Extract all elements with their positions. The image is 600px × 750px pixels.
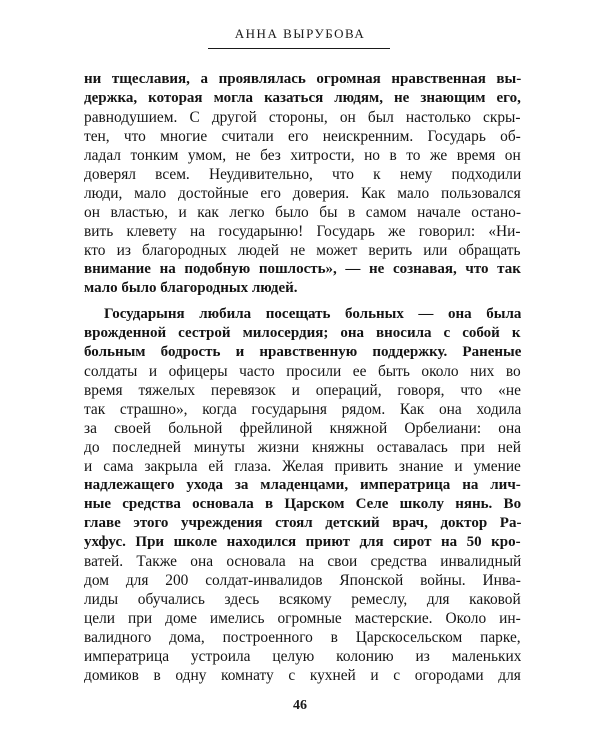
page-number: 46	[293, 698, 307, 713]
text-line: надлежащего ухода за младенцами, императрица на лич-	[84, 477, 521, 493]
text-line: люди, мало достойные его доверия. Как мало пользовался	[84, 185, 521, 202]
text-line: больным бодрость и нравственную поддержку. Раненые	[84, 344, 521, 360]
text-line: кто из благородных людей не может верить или обращать	[84, 242, 521, 259]
running-header: АННА ВЫРУБОВА	[234, 26, 366, 41]
text-line: ватей. Также она основала на свои средства инвалидный	[84, 553, 521, 570]
text-line: дом для 200 солдат-инвалидов Японской войны. Инва-	[84, 572, 521, 589]
text-line: лиды обучались здесь всякому ремеслу, для каковой	[84, 591, 521, 608]
text-line	[84, 685, 521, 686]
text-line: валидного дома, построенного в Царскосельском парке,	[84, 629, 521, 646]
text-line: и сама закрыла ей глаза. Желая привить знание и умение	[84, 458, 521, 475]
text-line: главе этого учреждения стоял детский врач, доктор Ра-	[84, 515, 521, 531]
text-line: Государыня любила посещать больных — она была	[104, 306, 521, 322]
text-line: до последней минуты жизни княжны оставалась при ней	[84, 439, 521, 456]
paragraph	[84, 70, 521, 298]
text-line: доверял всем. Неудивительно, что к нему подходили	[84, 166, 521, 183]
text-line: ни тщеславия, а проявлялась огромная нравственная вы-	[84, 71, 521, 87]
text-line: цели при доме имелись огромные мастерские. Около ин-	[84, 610, 521, 627]
text-line: он властью, и как легко было бы в самом начале остано-	[84, 204, 521, 221]
text-line: ухфус. При школе находился приют для сирот на 50 кро-	[84, 534, 521, 550]
text-line: время тяжелых перевязок и операций, говоря, что «не	[84, 382, 521, 399]
body-text	[84, 70, 521, 686]
text-line: так страшно», когда государыня рядом. Как она ходила	[84, 401, 521, 418]
text-line: тен, что многие считали его неискренним. Государь об-	[84, 128, 521, 145]
paragraph-gap	[84, 298, 521, 305]
paragraph	[84, 305, 521, 686]
text-line: за своей больной фрейлиной княжной Орбелиани: она	[84, 420, 521, 437]
text-line: ладал тонким умом, не без хитрости, но в то же время он	[84, 147, 521, 164]
text-line: врожденной сестрой милосердия; она вносила с собой к	[84, 325, 521, 341]
text-line: солдаты и офицеры часто просили ее быть около них во	[84, 363, 521, 380]
text-line: равнодушием. С другой стороны, он был настолько скры-	[84, 109, 521, 126]
text-line: вить клевету на государыню! Государь же говорил: «Ни-	[84, 223, 521, 240]
text-line: внимание на подобную пошлость», — не сознавая, что так	[84, 261, 521, 277]
text-line: мало было благородных людей.	[84, 280, 298, 296]
text-line: императрица устроила целую колонию из маленьких	[84, 648, 521, 665]
header-rule	[208, 48, 390, 49]
text-line: держка, которая могла казаться людям, не знающим его,	[84, 90, 521, 106]
text-line: домиков в одну комнату с кухней и с огородами для	[84, 667, 521, 684]
text-line: ные средства основала в Царском Селе школу нянь. Во	[84, 496, 521, 512]
